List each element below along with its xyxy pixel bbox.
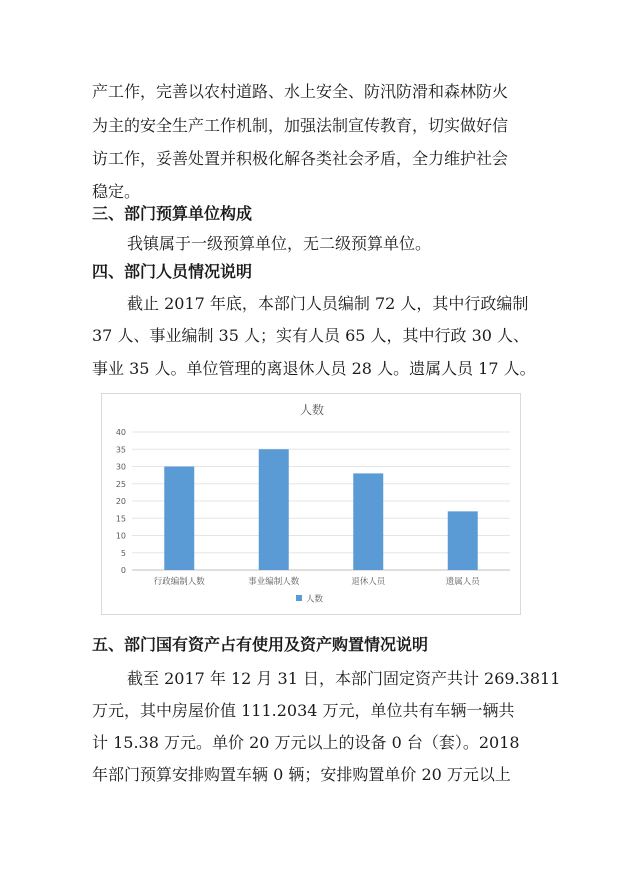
chart-canvas bbox=[102, 394, 522, 616]
section-heading-assets: 五、部门国有资产占有使用及资产购置情况说明 bbox=[92, 635, 429, 654]
y-tick-label: 5 bbox=[120, 548, 126, 558]
y-tick-label: 0 bbox=[120, 566, 126, 575]
bar bbox=[353, 473, 383, 570]
bar bbox=[448, 511, 478, 570]
body-text-line: 截至 2017 年 12 月 31 日，本部门固定资产共计 269.3811 bbox=[127, 669, 561, 688]
body-text-line: 计 15.38 万元。单价 20 万元以上的设备 0 台（套）。2018 bbox=[92, 733, 520, 752]
x-category-label: 遗属人员 bbox=[445, 577, 480, 587]
y-tick-label: 40 bbox=[115, 428, 126, 437]
bar bbox=[164, 467, 194, 571]
body-text-line: 事业 35 人。单位管理的离退休人员 28 人。遗属人员 17 人。 bbox=[92, 359, 536, 378]
body-text-line: 产工作，完善以农村道路、水上安全、防汛防滑和森林防火 bbox=[92, 82, 509, 101]
y-tick-label: 30 bbox=[115, 462, 126, 472]
x-category-label: 事业编制人数 bbox=[248, 577, 300, 587]
bar bbox=[259, 449, 289, 570]
y-tick-label: 10 bbox=[115, 531, 126, 541]
section-heading-budget-units: 三、部门预算单位构成 bbox=[92, 204, 253, 223]
body-text-line: 万元，其中房屋价值 111.2034 万元，单位共有车辆一辆共 bbox=[92, 701, 515, 720]
y-tick-label: 20 bbox=[115, 497, 126, 506]
y-tick-label: 25 bbox=[115, 479, 126, 489]
legend-label: 人数 bbox=[306, 594, 324, 605]
chart-title: 人数 bbox=[299, 403, 325, 417]
body-text-line: 年部门预算安排购置车辆 0 辆；安排购置单价 20 万元以上 bbox=[92, 765, 511, 784]
body-text-line: 为主的安全生产工作机制，加强法制宣传教育，切实做好信 bbox=[92, 116, 509, 135]
y-tick-label: 15 bbox=[115, 514, 126, 524]
body-text-line: 37 人、事业编制 35 人；实有人员 65 人，其中行政 30 人、 bbox=[92, 326, 530, 345]
x-category-label: 行政编制人数 bbox=[153, 577, 205, 587]
staff-bar-chart bbox=[101, 393, 521, 615]
section-heading-staff: 四、部门人员情况说明 bbox=[92, 262, 253, 281]
body-text-line: 截止 2017 年底，本部门人员编制 72 人，其中行政编制 bbox=[127, 294, 529, 313]
body-text-line: 访工作，妥善处置并积极化解各类社会矛盾，全力维护社会 bbox=[92, 149, 509, 168]
x-category-label: 退休人员 bbox=[351, 577, 386, 587]
legend-swatch bbox=[296, 595, 302, 601]
body-text-line: 我镇属于一级预算单位，无二级预算单位。 bbox=[127, 234, 432, 253]
body-text-line: 稳定。 bbox=[92, 182, 141, 201]
y-tick-label: 35 bbox=[115, 445, 126, 455]
